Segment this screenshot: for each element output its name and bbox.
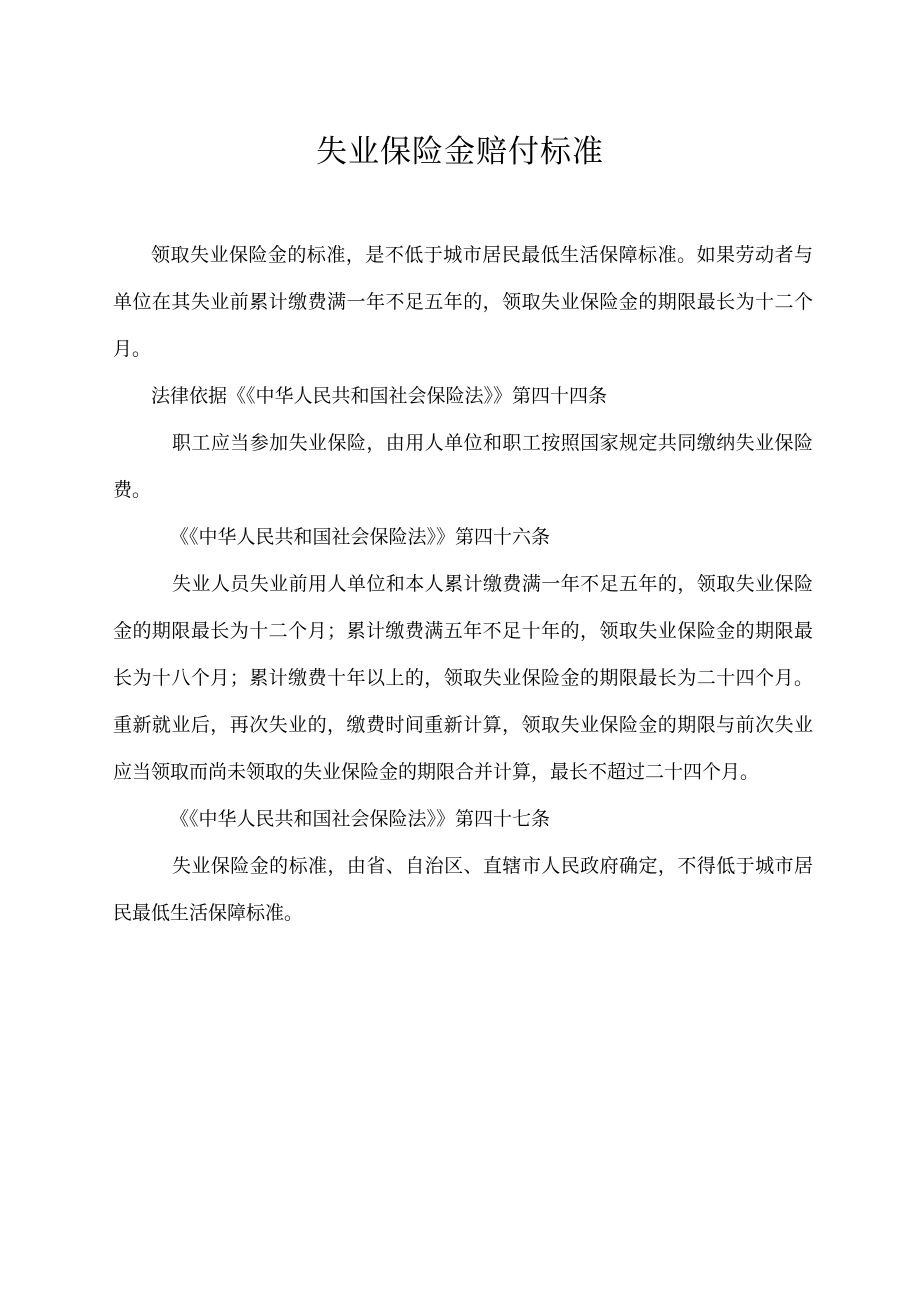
paragraph-article-46: 失业人员失业前用人单位和本人累计缴费满一年不足五年的，领取失业保险金的期限最长为十二个月；累计缴费满五年不足十年的，领取失业保险金的期限最长为十八个月；累计缴费十年以上的，领取失业保险金的期限最长为二十四个月。重新就业后，再次失业的，缴费时间重新计算，领取失业保险金的期限与前次失业应当领取而尚未领取的失业保险金的期限合并计算，最长不超过二十四个月。 [113, 573, 813, 783]
paragraph-standard: 领取失业保险金的标准，是不低于城市居民最低生活保障标准。如果劳动者与单位在其失业前累计缴费满一年不足五年的，领取失业保险金的期限最长为十二个月。 [113, 244, 813, 360]
document-title: 失业保险金赔付标准 [316, 134, 604, 170]
reference-article-46: 《《中华人民共和国社会保险法》》第四十六条 [170, 526, 551, 548]
legal-basis-article-44: 法律依据《《中华人民共和国社会保险法》》第四十四条 [151, 385, 608, 407]
paragraph-article-47: 失业保险金的标准，由省、自治区、直辖市人民政府确定，不得低于城市居民最低生活保障标准。 [113, 855, 813, 924]
document-body [113, 232, 813, 937]
paragraph-article-44: 职工应当参加失业保险，由用人单位和职工按照国家规定共同缴纳失业保险费。 [113, 432, 813, 501]
reference-article-47: 《《中华人民共和国社会保险法》》第四十七条 [170, 808, 551, 830]
